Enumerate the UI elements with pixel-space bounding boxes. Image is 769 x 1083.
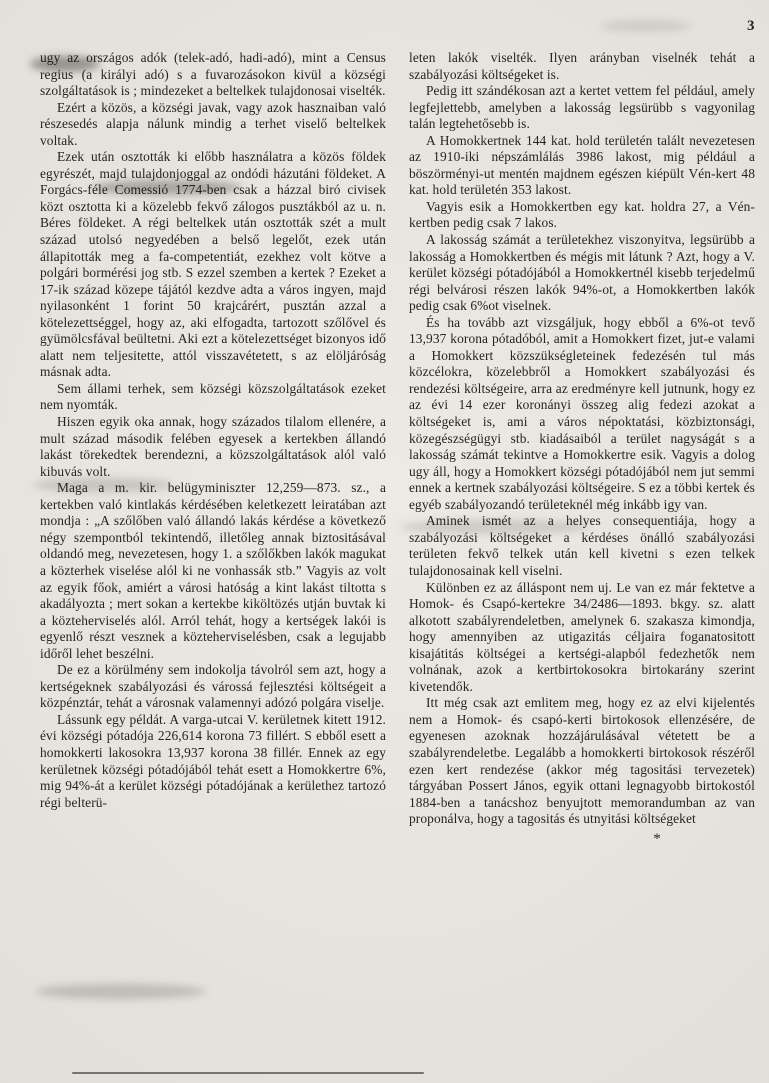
paragraph: Itt még csak azt emlitem meg, hogy ez az elvi kijelentés nem a Homok- és csapó-kerti birtokosok ellenzésére, de egyenesen azoknak hozzájárulásával vétetett be a szabályrendeletbe. Legalább a homokkerti birtokosok részéről ezen kert rendezése (akkor még tagositási tervezetek) tárgyában Possert János, egyik ottani legnagyobb birtokostól 1884-ben a tanácshoz benyujtott memorandumban az van proponálva, hogy a tagositás és utnyitási költségeket xyxy=(409,695,755,827)
paragraph: És ha tovább azt vizsgáljuk, hogy ebből a 6%-ot tevő 13,937 korona pótadóból, amit a Homokkert fizet, jut-e valami a Homokkert közszükségleteinek fedezésén tul más közcélokra, közelebbről a Homokkert szabályozási és rendezési költségeire, arra az eredményre kell jutnunk, hogy ez az évi 14 ezer koronányi összeg alig fedezi azokat a költségeket is, ami a város népoktatási, közbiztonsági, közegészségügyi stb. kiadásaiból a terület nagyságát s a lakosság számát tekintve a Homokkertre esik. Vagyis a dolog ugy áll, hogy a Homokkert községi pótadójából nem jut semmi ennek a kertnek szabályozási költségeire. S ez a többi kertek és egyéb szabályozandó területeknél még inkább igy van. xyxy=(409,314,755,512)
paragraph: Vagyis esik a Homokkertben egy kat. holdra 27, a Vén-kertben pedig csak 7 lakos. xyxy=(409,198,755,231)
scan-smudge xyxy=(600,20,690,32)
paragraph: Aminek ismét az a helyes consequentiája, hogy a szabályozási költségeket a kérdéses önálló szabályozási területen fekvő telkek után kell kivetni s ezen telkek tulajdonosainak kell viselni. xyxy=(409,513,755,578)
paragraph: Lássunk egy példát. A varga-utcai V. kerületnek kitett 1912. évi községi pótadója 226,614 korona 73 fillért. S ebből esett a homokkerti lakosokra 13,937 korona 38 fillér. Ennek az egy kerületnek községi pótadójából tehát esett a Homokkertre 6%, mig 94%-át a kerület községi pótadójának a kerülethez tartozó régi belterü- xyxy=(40,711,386,810)
paragraph: Hiszen egyik oka annak, hogy százados tilalom ellenére, a mult század második felében egyesek a kertekben állandó lakást törekedtek berendezni, a közszolgáltatások alól való kibuvás volt. xyxy=(40,414,386,479)
paragraph: A Homokkertnek 144 kat. hold területén talált nevezetesen az 1910-iki népszámlálás 3986 lakost, mig például a böszörményi-ut mentén majdnem egészen kiépült Vén-kert 48 kat. hold területén 353 lakost. xyxy=(409,132,755,198)
footnote-asterisk: * xyxy=(653,830,661,847)
text-columns xyxy=(40,50,755,847)
scan-smudge xyxy=(36,984,206,999)
paragraph: leten lakók viselték. Ilyen arányban viselnék tehát a szabályozási költségeket is. xyxy=(409,50,755,82)
paragraph: ugy az országos adók (telek-adó, hadi-adó), mint a Census regius (a királyi adó) s a fuvarozásokon kivül a községi szolgáltatások is ; mindezeket a beltelkek tulajdonosai viselték. xyxy=(40,50,386,99)
paragraph: Maga a m. kir. belügyminiszter 12,259—873. sz., a kertekben való kintlakás kérdésében keletkezett leiratában azt mondja : „A szőlőben való állandó lakás kérdése a következő négy szempontból tekintendő, illetőleg annak biztositásával oldandó meg, nevezetesen, hogy 1. a szőlőkben lakók magukat a közterhek viselése alól ki ne vonhassák stb.” Vagyis az volt az egyik főok, amiért a városi hatóság a kint lakást tiltotta s akadályozta ; mert sokan a kertekbe kiköltözés utján buvtak ki a közteherviselés alól. Arról tehát, hogy a kertségek lakói is egyenlő részt vesznek a közteherviselésben, csak a legujabb időről lehet beszélni. xyxy=(40,480,386,661)
scan-line-artifact xyxy=(72,1072,424,1074)
paragraph: De ez a körülmény sem indokolja távolról sem azt, hogy a kertségeknek szabályozási és várossá fejlesztési költségeit a közpénztár, tehát a városnak valamennyi adózó polgára viselje. xyxy=(40,662,386,711)
paragraph: Sem állami terhek, sem községi közszolgáltatások ezeket nem nyomták. xyxy=(40,380,386,413)
paragraph: Ezek után osztották ki előbb használatra a közös földek egyrészét, majd tulajdonjoggal az ondódi házutáni földeket. A Forgács-féle Comessió 1774-ben csak a házzal biró civisek közt osztotta ki a közelebb fekvő zálogos pusztákból az u. n. Béres földeket. A régi beltelkek után osztották szét a mult század utolsó negyedében a belső legelőt, ezek után állapitották meg a fa-competentiát, ezekhez volt kötve a polgári bormérési jog stb. S ezzel szemben a kertek ? Ezeket a 17-ik század közepe tájától kezdve adta a város ingyen, majd nyilasonként 1 forint 50 krajcárért, pusztán azzal a kötelezettséggel, hogy az, aki elfogadta, tartozott szőlővel és gyümölcsfával beültetni. Aki ezt a kötelezettséget bizonyos idő alatt nem teljesitette, attól visszavétetett, s az elöljáróság másnak adta. xyxy=(40,149,386,380)
paragraph: Ezért a közös, a községi javak, vagy azok hasznaiban való részesedés alapja nálunk mindig a terhet viselő beltelkek voltak. xyxy=(40,99,386,148)
left-column xyxy=(40,50,386,847)
paragraph: Különben ez az álláspont nem uj. Le van ez már fektetve a Homok- és Csapó-kertekre 34/2486—1893. bkgy. sz. alatt alkotott szabályrendeletben, amelynek 6. szakasza kimondja, hogy amennyiben az utigazitás céljaira foganatositott kisajátitás költségei a kertségi-alapból fedezhetők nem volnának, azok a kertbirtokosokra birtokarány szerint kivetendők. xyxy=(409,579,755,694)
page-number: 3 xyxy=(747,18,755,34)
paragraph: A lakosság számát a területekhez viszonyitva, legsürübb a lakosság a Homokkertben és mégis mit látunk ? Azt, hogy a V. kerület községi pótadójából a Homokkertnél kisebb terjedelmű régi belvárosi részen lakók 94%-ot, a Homokkertben lakók pedig csak 6%ot viselnek. xyxy=(409,232,755,314)
right-column xyxy=(409,50,755,847)
paragraph: Pedig itt szándékosan azt a kertet vettem fel például, amely legfejlettebb, amelyben a lakosság legsürübb s vagyonilag talán legtehetősebb is. xyxy=(409,83,755,132)
